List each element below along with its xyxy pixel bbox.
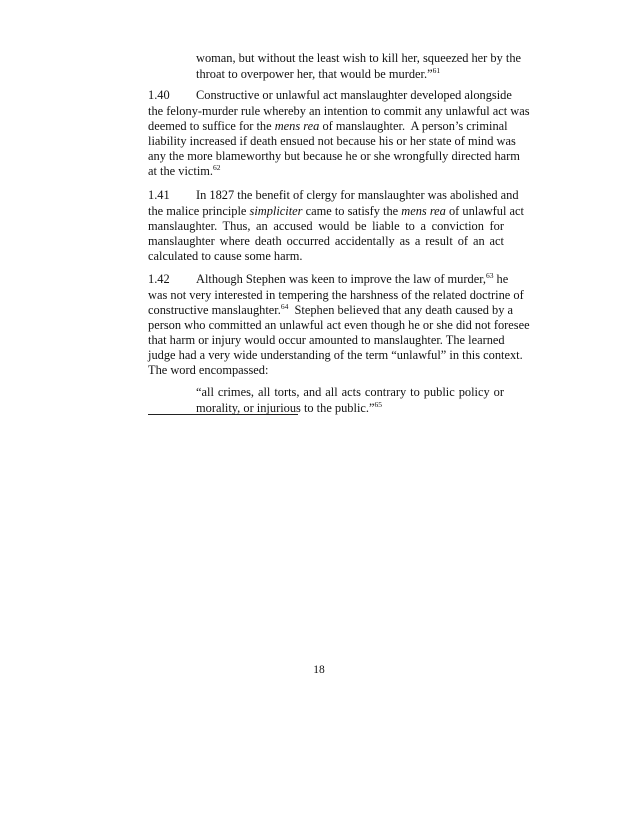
footnote-ref: 63 bbox=[485, 271, 494, 280]
quote-line: throat to overpower her, that would be murder.”$^{61}$ bbox=[196, 66, 441, 81]
quote-line: woman, but without the least wish to kill her, squeezed her by the bbox=[196, 51, 522, 65]
paragraph-line: The word encompassed: bbox=[148, 363, 269, 377]
paragraph-line: was not very interested in tempering the harshness of the related doctrine of bbox=[148, 288, 524, 302]
paragraph-line: judge had a very wide understanding of the term “unlawful” in this context. bbox=[148, 348, 523, 362]
paragraph-line: liability increased if death ensued not because his or her state of mind was bbox=[148, 134, 516, 148]
paragraph-line: Constructive or unlawful act manslaughter developed alongside bbox=[196, 88, 512, 102]
footnote-ref: 65 bbox=[374, 400, 382, 409]
paragraph-line: at the victim.$^{62}$ bbox=[148, 163, 221, 178]
paragraph-line: manslaughter where death occurred accidentally as a result of an act bbox=[148, 234, 504, 248]
quote-line: morality, or injurious to the public.”$^{65}$ bbox=[196, 400, 382, 415]
footnote-ref: 61 bbox=[432, 66, 441, 75]
quote-line: “all crimes, all torts, and all acts contrary to public policy or bbox=[196, 385, 504, 399]
paragraph-line: manslaughter. Thus, an accused would be liable to a conviction for bbox=[148, 219, 504, 233]
paragraph-line: person who committed an unlawful act even though he or she did not foresee bbox=[148, 318, 530, 332]
footnote-ref: 62 bbox=[213, 163, 221, 172]
paragraph-line: deemed to suffice for the mens rea of manslaughter. A person’s criminal bbox=[148, 119, 508, 133]
paragraph-line: In 1827 the benefit of clergy for manslaughter was abolished and bbox=[196, 188, 519, 202]
paragraph-line: that harm or injury would occur amounted to manslaughter. The learned bbox=[148, 333, 505, 347]
paragraph-line: the malice principle simpliciter came to satisfy the mens rea of unlawful act bbox=[148, 204, 524, 218]
paragraph-line: Although Stephen was keen to improve the law of murder,$^{63}$ he bbox=[196, 271, 509, 286]
paragraph-number: 1.42 bbox=[148, 272, 170, 286]
paragraph-number: 1.41 bbox=[148, 188, 170, 202]
footnote-ref: 64 bbox=[280, 302, 289, 311]
paragraph-number: 1.40 bbox=[148, 88, 170, 102]
page-number: 18 bbox=[313, 664, 325, 676]
paragraph-line: any the more blameworthy but because he or she wrongfully directed harm bbox=[148, 149, 520, 163]
paragraph-line: constructive manslaughter.$^{64}$ Stephen believed that any death caused by a bbox=[148, 302, 513, 317]
footnote-separator bbox=[148, 414, 298, 415]
paragraph-line: calculated to cause some harm. bbox=[148, 249, 303, 263]
paragraph-line: the felony-murder rule whereby an intention to commit any unlawful act was bbox=[148, 104, 530, 118]
